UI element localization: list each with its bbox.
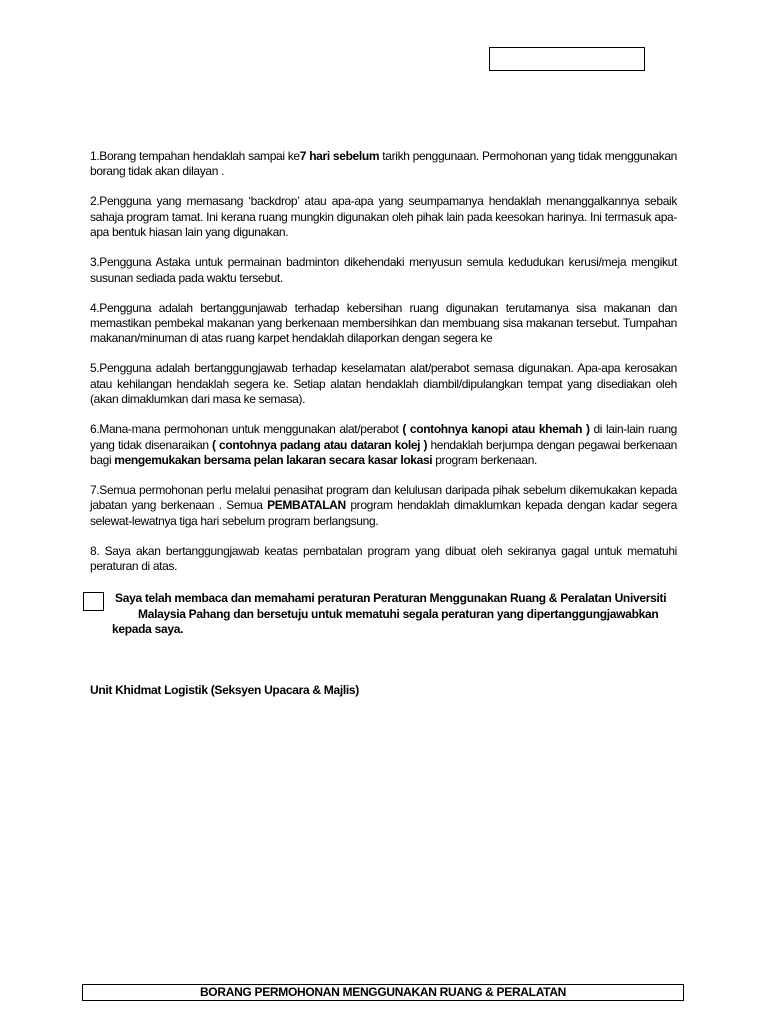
- rule-1: 1.Borang tempahan hendaklah sampai ke7 hari sebelum tarikh penggunaan. Permohonan yang tidak menggunakan borang tidak akan dilayan .: [90, 149, 678, 179]
- agreement-line-2: Malaysia Pahang dan bersetuju untuk mematuhi segala peraturan yang dipertanggungjawabkan: [138, 606, 659, 621]
- rule-4: 4.Pengguna adalah bertanggunjawab terhadap kebersihan ruang digunakan terutamanya sisa makanan dan memastikan pembekal makanan yang berkenaan membersihkan dan membuang sisa makanan tersebut. Tumpahan makanan/minuman di atas ruang karpet hendaklah dilaporkan dengan segera ke: [90, 300, 677, 346]
- reference-number-box[interactable]: [489, 47, 645, 71]
- rule-2: 2.Pengguna yang memasang ‘backdrop’ atau apa-apa yang seumpamanya hendaklah menanggalkannya sebaik sahaja program tamat. Ini kerana ruang mungkin digunakan oleh pihak lain pada keesokan harinya. Ini termasuk apa-apa bentuk hiasan lain yang digunakan.: [90, 194, 677, 240]
- agreement-line-3: kepada saya.: [112, 622, 184, 636]
- rule-1-emphasis: 7 hari sebelum: [299, 149, 380, 163]
- rule-7-emphasis: PEMBATALAN: [267, 498, 346, 513]
- rule-6-emphasis-1: ( contohnya kanopi atau khemah ): [402, 422, 590, 437]
- rule-6-emphasis-3: mengemukakan bersama pelan lakaran secara kasar lokasi: [114, 453, 433, 468]
- unit-label: Unit Khidmat Logistik (Seksyen Upacara & Majlis): [90, 683, 360, 697]
- rule-7: 7.Semua permohonan perlu melalui penasihat program dan kelulusan daripada pihak sebelum dikemukakan kepada jabatan yang berkenaan . Semua PEMBATALAN program hendaklah dimaklumkan kepada dengan kadar segera selewat-lewatnya tiga hari sebelum program berlangsung.: [90, 483, 678, 528]
- rule-6: 6.Mana-mana permohonan untuk menggunakan alat/perabot ( contohnya kanopi atau khemah ) di lain-lain ruang yang tidak disenaraikan ( contohnya padang atau dataran kolej ) hendaklah berjumpa dengan pegawai berkenaan bagi mengemukakan bersama pelan lakaran secara kasar lokasi program berkenaan.: [90, 422, 677, 468]
- agreement-text: [112, 591, 672, 638]
- rule-3: 3.Pengguna Astaka untuk permainan badminton dikehendaki menyusun semula kedudukan kerusi/meja mengikut susunan sediada pada waktu tersebut.: [90, 255, 677, 285]
- agreement-checkbox[interactable]: [83, 592, 104, 611]
- rule-6-emphasis-2: ( contohnya padang atau dataran kolej ): [212, 437, 428, 452]
- agreement-line-1: Saya telah membaca dan memahami peraturan Peraturan Menggunakan Ruang & Peralatan Universiti: [115, 591, 667, 605]
- rule-8: 8. Saya akan bertanggungjawab keatas pembatalan program yang dibuat oleh sekiranya gagal untuk mematuhi peraturan di atas.: [90, 543, 677, 574]
- form-title-footer: BORANG PERMOHONAN MENGGUNAKAN RUANG & PERALATAN: [82, 984, 684, 1001]
- rule-5: 5.Pengguna adalah bertanggungjawab terhadap keselamatan alat/perabot semasa digunakan. Apa-apa kerosakan atau kehilangan hendaklah segera ke. Setiap alatan hendaklah diambil/dipulangkan tempat yang disediakan oleh (akan dimaklumkan dari masa ke semasa).: [90, 361, 677, 407]
- rules-list: [90, 149, 677, 589]
